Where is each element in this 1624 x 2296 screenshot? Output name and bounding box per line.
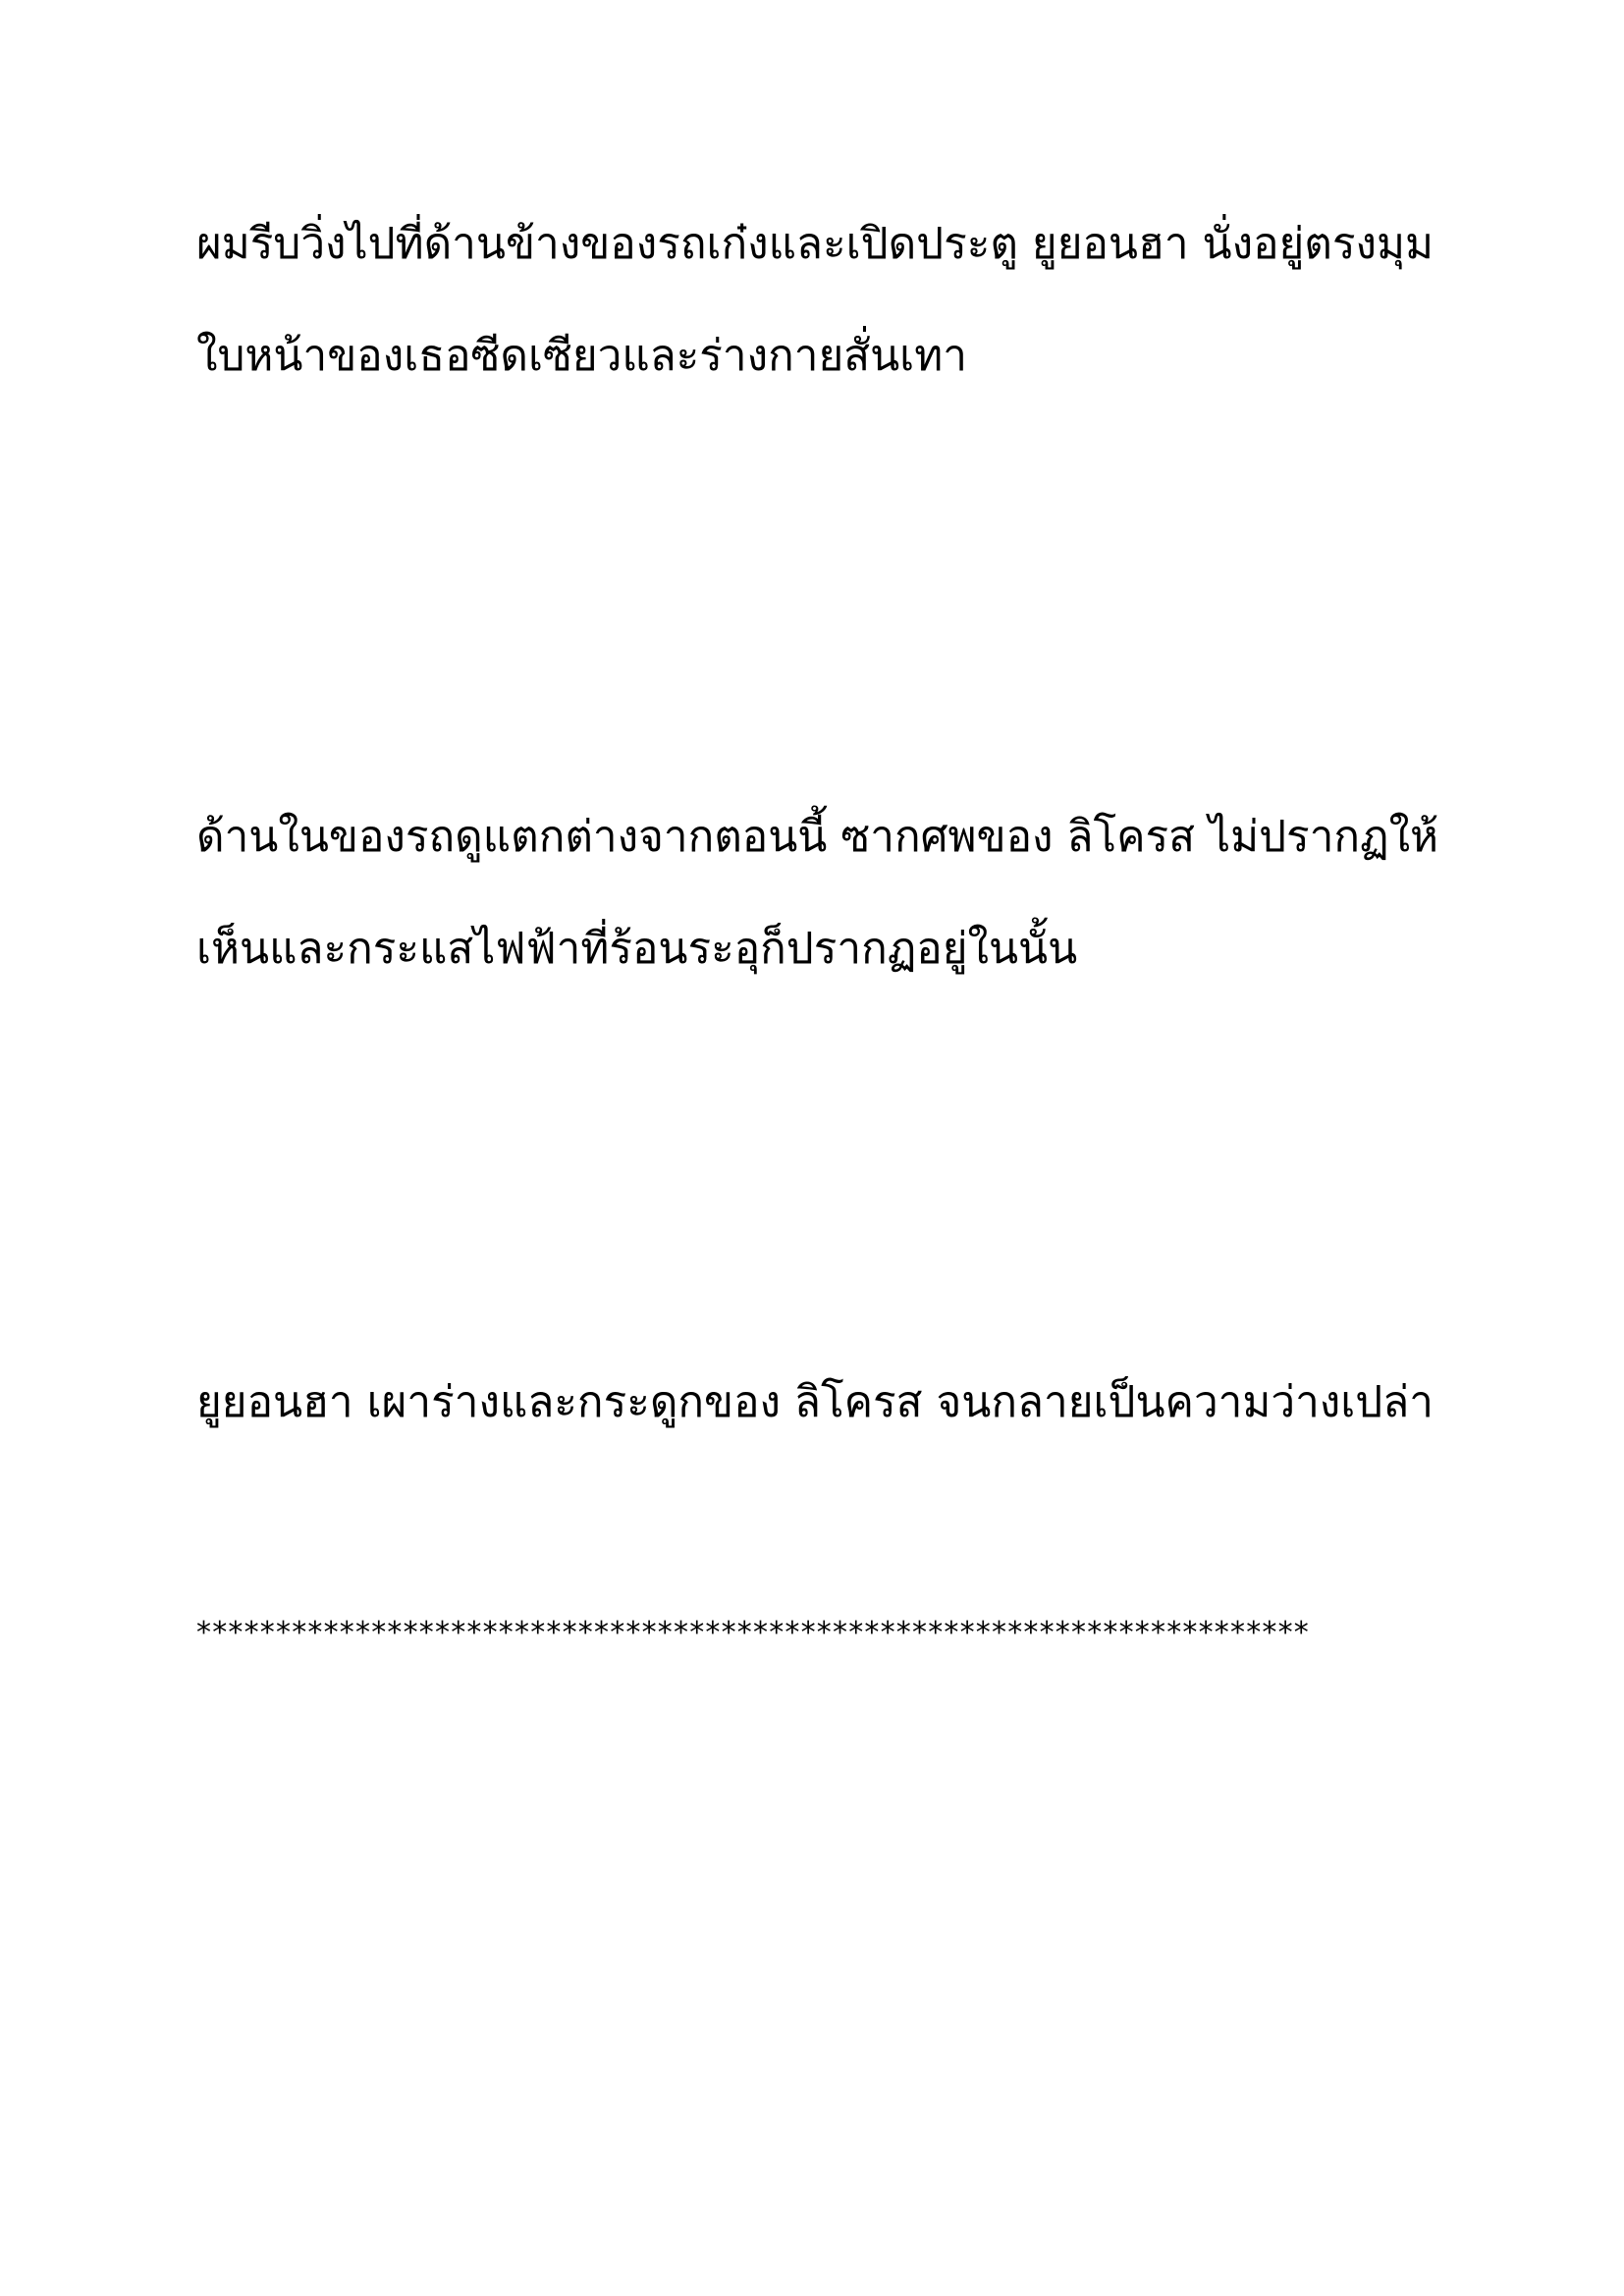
- paragraph-line: ผมรีบวิ่งไปที่ด้านข้างของรถเก๋งและเปิดประตู ยูยอนฮา นั่งอยู่ตรงมุม: [196, 219, 1434, 269]
- paragraph-1: [196, 188, 1463, 412]
- paragraph-2: [196, 781, 1463, 1005]
- asterisk-divider: **********************************************************************: [196, 1616, 1310, 1650]
- paragraph-3: [196, 1347, 1463, 1459]
- paragraph-line: ใบหน้าของเธอซีดเซียวและร่างกายสั่นเทา: [196, 331, 967, 381]
- paragraph-line: ยูยอนฮา เผาร่างและกระดูกของ ลิโครส จนกลายเป็นความว่างเปล่า: [196, 1377, 1434, 1427]
- paragraph-line: ด้านในของรถดูแตกต่างจากตอนนี้ ซากศพของ ลิโครส ไม่ปรากฏให้: [196, 812, 1439, 862]
- paragraph-line: เห็นและกระแสไฟฟ้าที่ร้อนระอุก็ปรากฏอยู่ในนั้น: [196, 924, 1078, 974]
